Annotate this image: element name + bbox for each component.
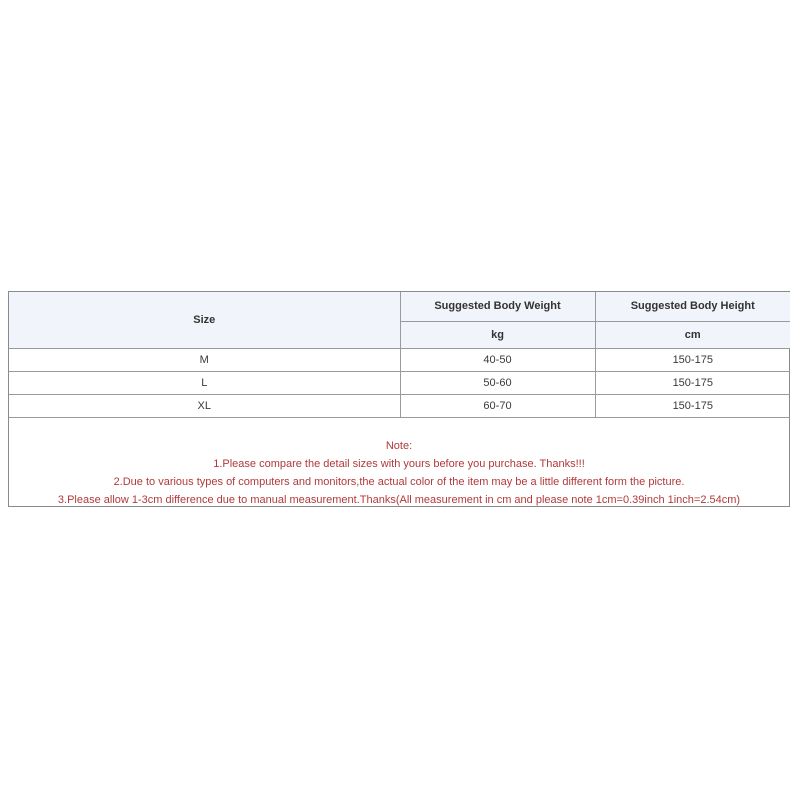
header-height: Suggested Body Height <box>595 292 790 321</box>
size-table <box>9 292 790 418</box>
notes-section <box>9 418 789 509</box>
cell-height: 150-175 <box>595 394 790 417</box>
note-item: 2.Due to various types of computers and monitors,the actual color of the item may be a little different form the picture. <box>113 475 685 488</box>
cell-weight: 40-50 <box>400 348 595 371</box>
note-item: 1.Please compare the detail sizes with yours before you purchase. Thanks!!! <box>213 457 585 470</box>
header-height-unit: cm <box>595 321 790 348</box>
cell-height: 150-175 <box>595 371 790 394</box>
table-row <box>9 394 790 417</box>
cell-weight: 60-70 <box>400 394 595 417</box>
header-size: Size <box>9 292 400 348</box>
size-chart <box>8 291 790 507</box>
cell-size: XL <box>9 394 400 417</box>
cell-height: 150-175 <box>595 348 790 371</box>
table-row <box>9 371 790 394</box>
header-weight: Suggested Body Weight <box>400 292 595 321</box>
cell-size: L <box>9 371 400 394</box>
header-weight-unit: kg <box>400 321 595 348</box>
notes-title: Note: <box>385 439 413 452</box>
note-item: 3.Please allow 1-3cm difference due to manual measurement.Thanks(All measurement in cm and please note 1cm=0.39inch 1inch=2.54cm) <box>57 493 741 506</box>
cell-size: M <box>9 348 400 371</box>
cell-weight: 50-60 <box>400 371 595 394</box>
table-row <box>9 348 790 371</box>
header-row <box>9 292 790 321</box>
